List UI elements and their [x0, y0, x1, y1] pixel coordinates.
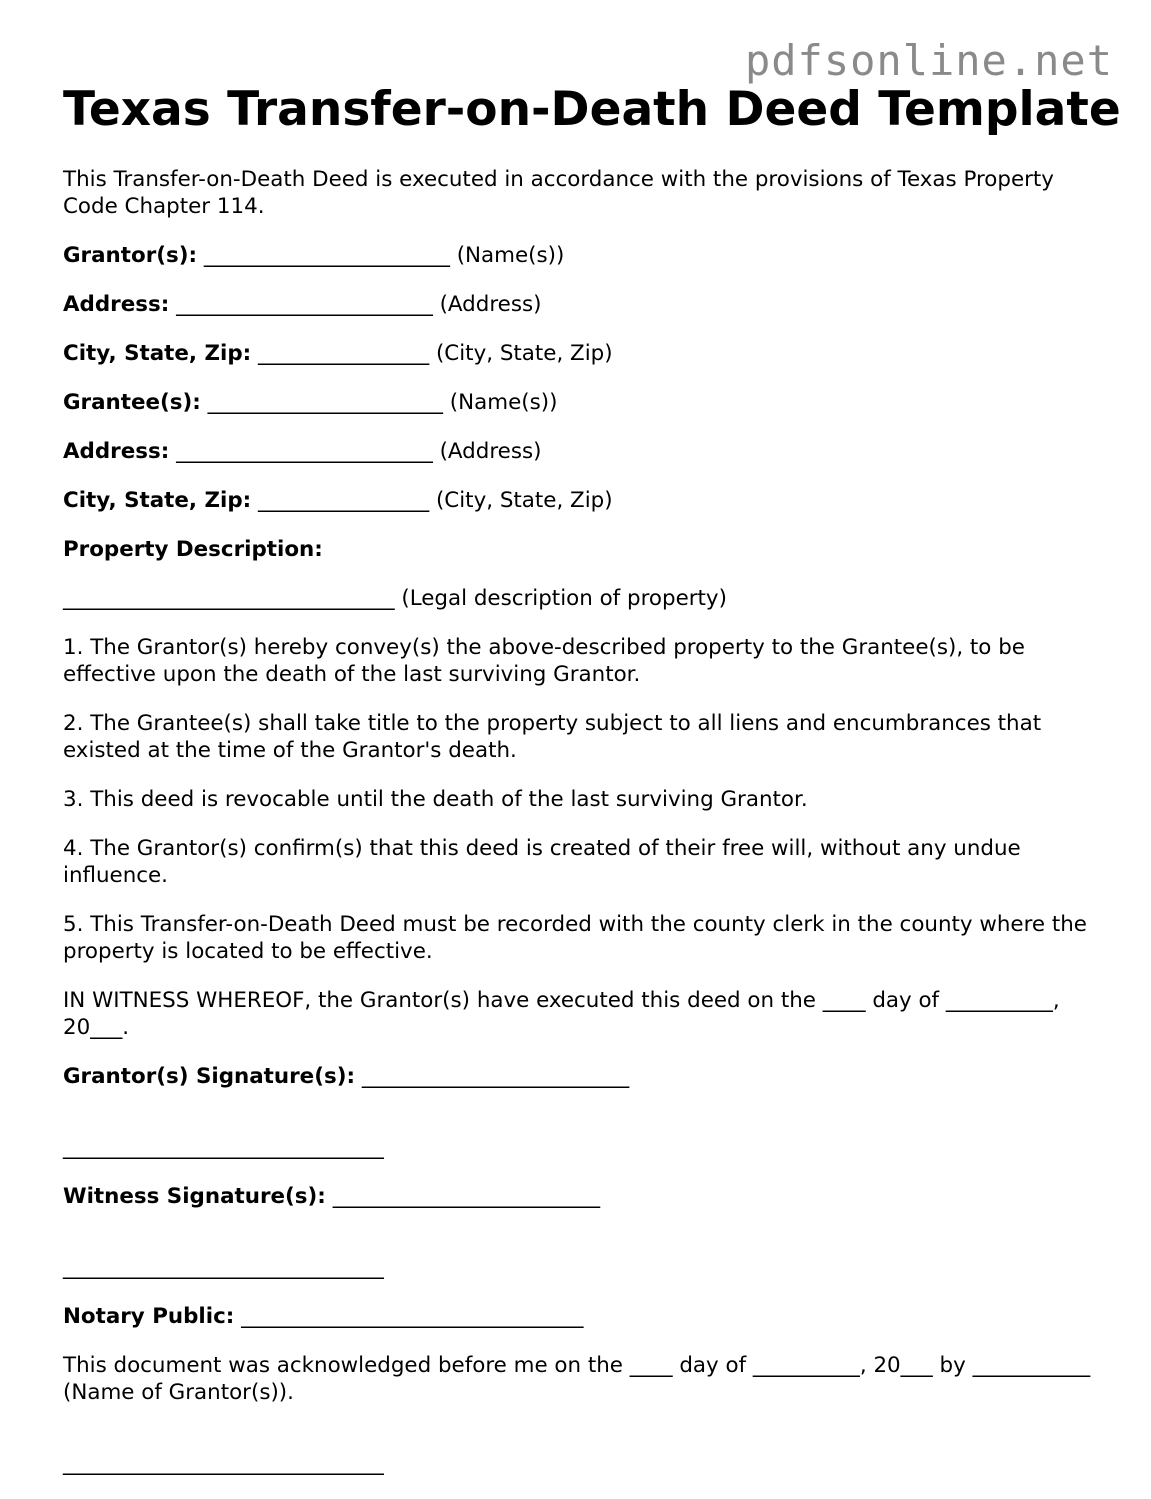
witness-clause: IN WITNESS WHEREOF, the Grantor(s) have executed this deed on the ____ day of __________, 20___. [63, 988, 1060, 1040]
field-hint: (Name(s)) [456, 243, 565, 268]
field-label: Notary Public: [63, 1304, 235, 1329]
intro-paragraph: This Transfer-on-Death Deed is executed in accordance with the provisions of Texas Property Code Chapter 114. [63, 167, 1054, 219]
clause-2: 2. The Grantee(s) shall take title to the property subject to all liens and encumbrances that existed at the time of the Grantor's death. [63, 711, 1042, 763]
field-hint: (City, State, Zip) [435, 341, 613, 366]
signature-blank[interactable]: _________________________ [332, 1184, 601, 1209]
clause-4: 4. The Grantor(s) confirm(s) that this deed is created of their free will, without any undue influence. [63, 836, 1021, 888]
grantee-city-field [63, 487, 1103, 514]
section-heading: Property Description: [63, 537, 323, 562]
property-heading [63, 536, 1103, 563]
fill-blank[interactable]: _______________________ [203, 243, 450, 268]
field-label: Address: [63, 292, 170, 317]
document-body [63, 166, 1103, 1499]
notary-signature-line [63, 1450, 1103, 1477]
field-hint: (City, State, Zip) [435, 488, 613, 513]
acknowledgment-paragraph: This document was acknowledged before me on the ____ day of __________, 20___ by ___________ (Name of Grantor(s)). [63, 1353, 1091, 1405]
witness-signature-extra [63, 1254, 1103, 1281]
field-label: City, State, Zip: [63, 341, 252, 366]
witness-signature-field [63, 1183, 1103, 1210]
signature-blank[interactable]: ______________________________ [63, 1135, 384, 1160]
clause-1: 1. The Grantor(s) hereby convey(s) the above-described property to the Grantee(s), to be effective upon the death of the last surviving Grantor. [63, 635, 1025, 687]
field-hint: (Legal description of property) [401, 586, 727, 611]
fill-blank[interactable]: ________________ [258, 341, 430, 366]
signature-blank[interactable]: ________________________________ [241, 1304, 584, 1329]
field-label: Grantee(s): [63, 390, 201, 415]
signature-blank[interactable]: ______________________________ [63, 1255, 384, 1280]
grantee-name-field [63, 389, 1103, 416]
fill-blank[interactable]: _______________________________ [63, 586, 395, 611]
grantor-name-field [63, 242, 1103, 269]
grantor-address-field [63, 291, 1103, 318]
field-label: Grantor(s): [63, 243, 198, 268]
grantee-address-field [63, 438, 1103, 465]
fill-blank[interactable]: ________________ [258, 488, 430, 513]
field-hint: (Address) [439, 439, 542, 464]
property-description-field [63, 585, 1103, 612]
watermark: pdfsonline.net [744, 36, 1113, 85]
signature-blank[interactable]: ______________________________ [63, 1451, 384, 1476]
clause-3: 3. This deed is revocable until the death of the last surviving Grantor. [63, 787, 808, 812]
field-label: Grantor(s) Signature(s): [63, 1064, 356, 1089]
signature-blank[interactable]: _________________________ [361, 1064, 630, 1089]
fill-blank[interactable]: ________________________ [176, 292, 433, 317]
field-label: Address: [63, 439, 170, 464]
notary-public-field [63, 1303, 1103, 1330]
field-label: Witness Signature(s): [63, 1184, 326, 1209]
grantor-signature-field [63, 1063, 1103, 1090]
fill-blank[interactable]: ______________________ [207, 390, 443, 415]
field-hint: (Address) [439, 292, 542, 317]
grantor-city-field [63, 340, 1103, 367]
clause-5: 5. This Transfer-on-Death Deed must be recorded with the county clerk in the county where the property is located to be effective. [63, 912, 1087, 964]
field-hint: (Name(s)) [449, 390, 558, 415]
document-title: Texas Transfer-on-Death Deed Template [63, 82, 1121, 137]
field-label: City, State, Zip: [63, 488, 252, 513]
grantor-signature-extra [63, 1134, 1103, 1161]
fill-blank[interactable]: ________________________ [176, 439, 433, 464]
